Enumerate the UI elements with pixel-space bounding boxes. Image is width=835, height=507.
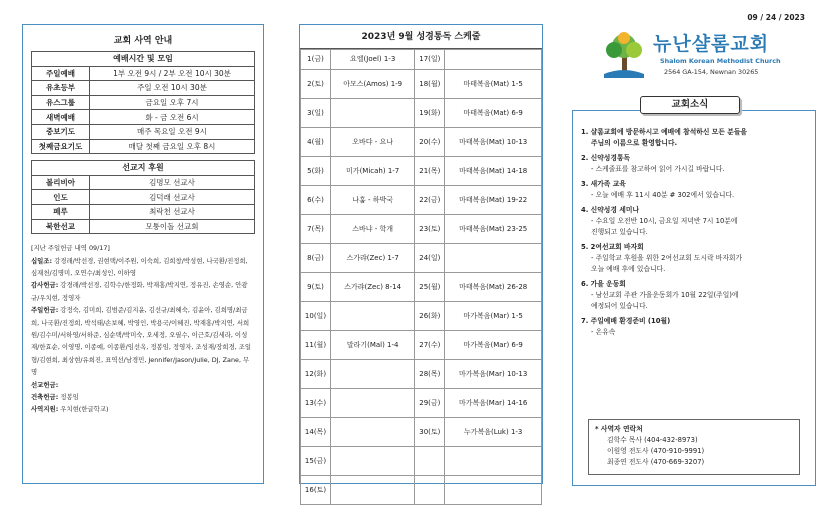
contact-entry: 최종연 전도사 (470-669-3207): [607, 458, 705, 466]
schedule-day: 30(토): [415, 417, 445, 446]
news-heading: 6. 가을 운동회: [581, 280, 626, 288]
missions-header: 선교지 후원: [32, 161, 255, 176]
news-heading: 2. 신약성경통독: [581, 154, 631, 162]
schedule-reading: 마가복음(Mar) 1-5: [445, 301, 542, 330]
missions-value: 김명모 선교사: [90, 175, 255, 190]
offering-names: 정봉임: [58, 393, 79, 401]
services-value: 화 - 금 오전 6시: [90, 110, 255, 125]
services-label: 중보기도: [32, 124, 90, 139]
offering-names: 강경래/박선경, 권현택/이주원, 이숙희, 김희창/박성현, 나국환/진정희, 심재천/김명미, 오연수/최성인, 이하영: [31, 256, 248, 277]
schedule-reading: 스바냐 - 학개: [331, 214, 415, 243]
schedule-day: 11(월): [301, 330, 331, 359]
offering-label: 감사헌금:: [31, 281, 59, 290]
schedule-reading: 마가복음(Mar) 6-9: [445, 330, 542, 359]
schedule-reading: 누가복음(Luk) 1-3: [445, 417, 542, 446]
schedule-day: 24(일): [415, 243, 445, 272]
schedule-day: [415, 446, 445, 475]
schedule-day: 26(화): [415, 301, 445, 330]
schedule-reading: 나훔 - 하박국: [331, 185, 415, 214]
schedule-reading: 마가복음(Mar) 10-13: [445, 359, 542, 388]
schedule-row: [301, 185, 542, 214]
services-value: 매달 첫째 금요일 오후 8시: [90, 139, 255, 154]
schedule-day: 6(수): [301, 185, 331, 214]
news-heading: 3. 새가족 교육: [581, 180, 626, 188]
schedule-title: 2023년 9월 성경통독 스케줄: [300, 25, 542, 49]
schedule-day: 27(수): [415, 330, 445, 359]
missions-row: [32, 204, 255, 219]
schedule-day: 13(수): [301, 388, 331, 417]
news-heading: 5. 2여선교회 바자회: [581, 243, 644, 251]
schedule-reading: 미가(Micah) 1-7: [331, 156, 415, 185]
schedule-reading: [331, 359, 415, 388]
offering-names: 강경래/박선경, 김학수/한정화, 박재홍/박지연, 정유진, 손영순, 안광규/우치현, 정영자: [31, 281, 248, 302]
missions-value: 김덕래 선교사: [90, 190, 255, 205]
services-header: 예배시간 및 모임: [32, 52, 255, 67]
news-line: 예정되어 있습니다.: [591, 302, 648, 310]
offering-entry: [31, 379, 255, 391]
offering-entry: [31, 391, 255, 403]
services-label: 유스그룹: [32, 95, 90, 110]
news-title: 교회소식: [640, 96, 740, 114]
news-line: 진행되고 있습니다.: [591, 228, 648, 236]
news-item: [581, 242, 807, 275]
ministry-title: 교회 사역 안내: [113, 36, 173, 46]
contact-title: * 사역자 연락처: [595, 425, 643, 433]
schedule-reading: 마태복음(Mat) 26-28: [445, 272, 542, 301]
schedule-day: 23(토): [415, 214, 445, 243]
schedule-row: [301, 301, 542, 330]
schedule-row: [301, 243, 542, 272]
offering-title: [지난 주일헌금 내역 09/17]: [31, 244, 110, 253]
schedule-reading: 아모스(Amos) 1-9: [331, 69, 415, 98]
services-table: [31, 51, 255, 154]
schedule-reading: 마태복음(Mat) 23-25: [445, 214, 542, 243]
missions-label: 페루: [32, 204, 90, 219]
schedule-day: 3(일): [301, 98, 331, 127]
schedule-reading: [331, 98, 415, 127]
schedule-reading: 말라기(Mal) 1-4: [331, 330, 415, 359]
schedule-row: [301, 98, 542, 127]
church-name: 뉴난샬롬교회: [653, 33, 770, 55]
services-label: 첫째금요기도: [32, 139, 90, 154]
offering-names: 우치현(한글학교): [58, 405, 109, 414]
schedule-day: 15(금): [301, 446, 331, 475]
contact-entry: 김학수 목사 (404-432-8973): [607, 436, 698, 444]
schedule-reading: [331, 446, 415, 475]
schedule-row: [301, 446, 542, 475]
schedule-day: [415, 475, 445, 504]
schedule-reading: [445, 475, 542, 504]
offering-entry: [31, 255, 255, 280]
offering-label: 건축헌금:: [31, 393, 59, 401]
schedule-reading: 마가복음(Mar) 14-16: [445, 388, 542, 417]
schedule-reading: 스가랴(Zec) 1-7: [331, 243, 415, 272]
contact-entry: 이원영 전도사 (470-910-9991): [607, 447, 705, 455]
schedule-day: 12(화): [301, 359, 331, 388]
schedule-reading: [331, 417, 415, 446]
schedule-reading: [445, 446, 542, 475]
news-item: [581, 179, 807, 201]
schedule-reading: 마태복음(Mat) 6-9: [445, 98, 542, 127]
news-item: [581, 153, 807, 175]
schedule-day: 25(월): [415, 272, 445, 301]
schedule-row: [301, 127, 542, 156]
missions-label: 북한선교: [32, 219, 90, 234]
schedule-reading: 마태복음(Mat) 1-5: [445, 69, 542, 98]
missions-value: 최락천 선교사: [90, 204, 255, 219]
schedule-row: [301, 69, 542, 98]
schedule-day: 28(목): [415, 359, 445, 388]
offering-label: 주일헌금:: [31, 306, 59, 315]
schedule-reading: 스가랴(Zec) 8-14: [331, 272, 415, 301]
schedule-table: [300, 49, 542, 505]
schedule-day: 29(금): [415, 388, 445, 417]
schedule-row: [301, 214, 542, 243]
schedule-day: 2(토): [301, 69, 331, 98]
schedule-reading: 마태복음(Mat) 19-22: [445, 185, 542, 214]
schedule-row: [301, 272, 542, 301]
offering-list: [31, 242, 255, 416]
news-line: - 오늘 예배 후 11시 40분 # 302에서 있습니다.: [591, 191, 735, 199]
services-row: [32, 66, 255, 81]
services-label: 유초등부: [32, 81, 90, 96]
offering-names: 강정숙, 김미희, 김범준/김지윤, 김선규/최혜숙, 김윤아, 김희명/최금희, 나국환/진정희, 박석태/손보혜, 박영인, 박용국/이혜진, 박재홍/박지연, 서희원/김수미/서하영/서하준, 심순택/박미숙, 오세정, 오필수, 이근호/김세라, 이성재/한효순, 이영명, 이종예, 이종환/임선옥, 정봉임, 정영자, 조성재/장희경, 조일형/김현희, 최상현/유희진, 표역선/남경민, Jennifer/Jason/Julie, DJ, Zane, 무명: [31, 306, 252, 377]
schedule-day: 9(토): [301, 272, 331, 301]
news-item: [581, 127, 807, 149]
missions-label: 볼리비아: [32, 175, 90, 190]
reading-schedule-panel: [299, 24, 543, 494]
schedule-day: 4(월): [301, 127, 331, 156]
services-row: [32, 81, 255, 96]
schedule-row: [301, 388, 542, 417]
schedule-reading: 마태복음(Mat) 10-13: [445, 127, 542, 156]
ministry-panel: [22, 24, 264, 484]
offering-label: 사역지원:: [31, 405, 59, 414]
schedule-day: 7(목): [301, 214, 331, 243]
news-item: [581, 316, 807, 338]
missions-table: [31, 160, 255, 234]
services-value: 매주 목요일 오전 9시: [90, 124, 255, 139]
schedule-day: 21(목): [415, 156, 445, 185]
services-row: [32, 95, 255, 110]
missions-row: [32, 219, 255, 234]
schedule-reading: 오바댜 - 요나: [331, 127, 415, 156]
missions-row: [32, 175, 255, 190]
schedule-reading: [331, 301, 415, 330]
schedule-reading: [331, 475, 415, 504]
schedule-reading: 요엘(Joel) 1-3: [331, 50, 415, 70]
offering-label: 선교헌금:: [31, 380, 59, 389]
schedule-day: 18(월): [415, 69, 445, 98]
church-english-name: Shalom Korean Methodist Church: [660, 57, 781, 65]
news-heading: 7. 주일예배 환경준비 (10월): [581, 317, 671, 325]
schedule-day: 22(금): [415, 185, 445, 214]
news-line: - 수요일 오전반 10시, 금요일 저녁반 7시 10분에: [591, 217, 738, 225]
news-item: [581, 205, 807, 238]
schedule-reading: [331, 388, 415, 417]
missions-value: 모퉁이돌 선교회: [90, 219, 255, 234]
schedule-row: [301, 475, 542, 504]
schedule-row: [301, 417, 542, 446]
schedule-day: 17(일): [415, 50, 445, 70]
bulletin-date: 09 / 24 / 2023: [747, 13, 805, 22]
news-heading: 1. 샬롬교회에 방문하시고 예배에 참석하신 모든 분들을: [581, 128, 747, 136]
schedule-day: 10(일): [301, 301, 331, 330]
news-line: - 온유속: [591, 328, 616, 336]
services-value: 주일 오전 10시 30분: [90, 81, 255, 96]
services-label: 새벽예배: [32, 110, 90, 125]
missions-row: [32, 190, 255, 205]
schedule-day: 14(목): [301, 417, 331, 446]
services-label: 주일예배: [32, 66, 90, 81]
services-row: [32, 124, 255, 139]
schedule-reading: [445, 243, 542, 272]
services-row: [32, 139, 255, 154]
schedule-day: 5(화): [301, 156, 331, 185]
schedule-day: 20(수): [415, 127, 445, 156]
services-value: 1부 오전 9시 / 2부 오전 10시 30분: [90, 66, 255, 81]
news-line: 오늘 예배 후에 있습니다.: [591, 265, 666, 273]
schedule-reading: 마태복음(Mat) 14-18: [445, 156, 542, 185]
news-line: - 스케줄표를 참고하여 읽어 가시길 바랍니다.: [591, 165, 725, 173]
schedule-day: 19(화): [415, 98, 445, 127]
news-line: 주님의 이름으로 환영합니다.: [591, 139, 678, 147]
schedule-row: [301, 359, 542, 388]
offering-label: 십일조:: [31, 256, 53, 265]
offering-entry: [31, 403, 255, 415]
schedule-day: 16(토): [301, 475, 331, 504]
contact-box: [588, 419, 800, 475]
church-address: 2564 GA-154, Newnan 30265: [664, 68, 759, 76]
offering-entry: [31, 304, 255, 378]
schedule-day: 1(금): [301, 50, 331, 70]
schedule-row: [301, 330, 542, 359]
services-value: 금요일 오후 7시: [90, 95, 255, 110]
news-item: [581, 279, 807, 312]
missions-label: 인도: [32, 190, 90, 205]
offering-entry: [31, 279, 255, 304]
services-row: [32, 110, 255, 125]
news-heading: 4. 신약성경 세미나: [581, 206, 640, 214]
schedule-reading: [445, 50, 542, 70]
news-line: - 주일학교 후원을 위한 2여선교회 도시락 바자회가: [591, 254, 743, 262]
schedule-row: [301, 156, 542, 185]
news-line: - 남선교회 주관 가을운동회가 10월 22일(주일)에: [591, 291, 739, 299]
schedule-day: 8(금): [301, 243, 331, 272]
schedule-row: [301, 50, 542, 70]
